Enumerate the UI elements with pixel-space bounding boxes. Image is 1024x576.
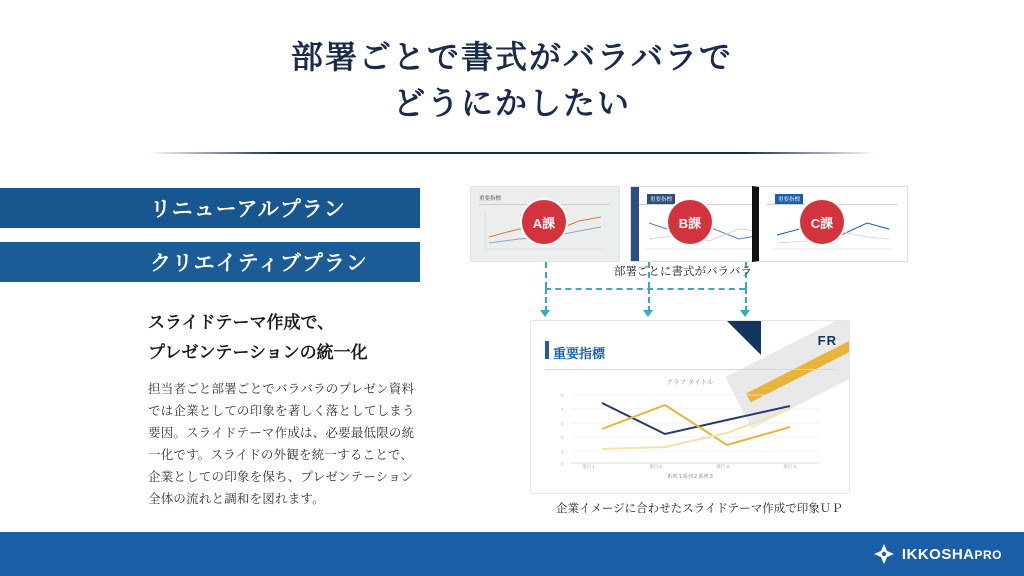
connector-down-c <box>745 288 747 312</box>
caption-bottom: 企業イメージに合わせたスライドテーマ作成で印象ＵＰ <box>556 503 843 515</box>
big-slide-legend: 系列 1 系列 2 系列 3 <box>667 474 713 480</box>
diamond-icon <box>873 543 895 565</box>
big-slide-title-accent <box>545 341 549 359</box>
connector-down-b <box>648 288 650 312</box>
mini-slide-a-badge: A課 <box>522 200 566 244</box>
mini-slide-b-title: 重要指標 <box>647 194 675 204</box>
mini-slide-c-title: 重要指標 <box>775 194 803 204</box>
title-line-1: 部署ごとで書式がバラバラで <box>290 39 733 75</box>
svg-text:0: 0 <box>561 461 564 466</box>
svg-text:4: 4 <box>561 407 564 412</box>
connector-arrow-c <box>740 310 750 317</box>
big-slide-preview <box>530 320 850 494</box>
svg-text:5: 5 <box>561 393 564 398</box>
mini-slide-b-badge: B課 <box>668 200 712 244</box>
caption-top: 部署ごとに書式がバラバラ <box>614 266 752 278</box>
connector-arrow-b <box>643 310 653 317</box>
accent-navy-shape <box>727 321 761 355</box>
connector-horizontal <box>545 288 745 290</box>
plan-bar-renewal <box>0 188 420 228</box>
big-slide-rule <box>545 369 835 370</box>
mini-slide-a-title: 重要指標 <box>479 196 502 202</box>
plan-bar-creative <box>0 242 420 282</box>
svg-text:3: 3 <box>561 421 564 426</box>
body-text: 担当者ごと部署ごとでバラバラのプレゼン資料では企業としての印象を著しく落としてしまう要因。スライドテーマ作成は、必要最低限の統一化です。スライドの外観を統一することで、企業としての印象を保ち、プレゼンテーション全体の流れと調和を図れます。 <box>148 382 415 506</box>
big-slide-chart <box>555 389 823 467</box>
big-slide-brand: FR <box>817 333 837 348</box>
svg-text:2: 2 <box>561 435 564 440</box>
lead-line-2: プレゼンテーションの統一化 <box>148 343 368 362</box>
x-tick-4: 項目 4 <box>783 464 796 469</box>
x-tick-3: 項目 3 <box>716 464 729 469</box>
x-tick-1: 項目 1 <box>582 464 595 469</box>
big-slide-x-axis <box>555 464 823 470</box>
big-slide-title: 重要指標 <box>553 346 606 361</box>
lead-line-1: スライドテーマ作成で、 <box>148 313 335 332</box>
lead-text <box>148 308 438 368</box>
logo-suffix: PRO <box>974 547 1002 562</box>
page-title <box>0 34 1024 126</box>
big-slide-chart-title: グラフ タイトル <box>666 379 714 386</box>
title-line-2: どうにかしたい <box>392 85 631 121</box>
footer-bar <box>0 532 1024 576</box>
logo-main: IKKOSHA <box>901 545 975 563</box>
plan-bar-creative-label: クリエイティブプラン <box>150 252 368 275</box>
mini-slide-c-badge: C課 <box>800 200 844 244</box>
x-tick-2: 項目 2 <box>649 464 662 469</box>
connector-arrow-a <box>540 310 550 317</box>
connector-down-a <box>545 288 547 312</box>
connector-a-vertical <box>545 262 547 288</box>
title-divider <box>148 152 876 154</box>
logo <box>873 543 1002 565</box>
svg-text:1: 1 <box>561 449 564 454</box>
plan-bar-renewal-label: リニューアルプラン <box>150 198 346 221</box>
logo-text <box>902 546 1002 563</box>
